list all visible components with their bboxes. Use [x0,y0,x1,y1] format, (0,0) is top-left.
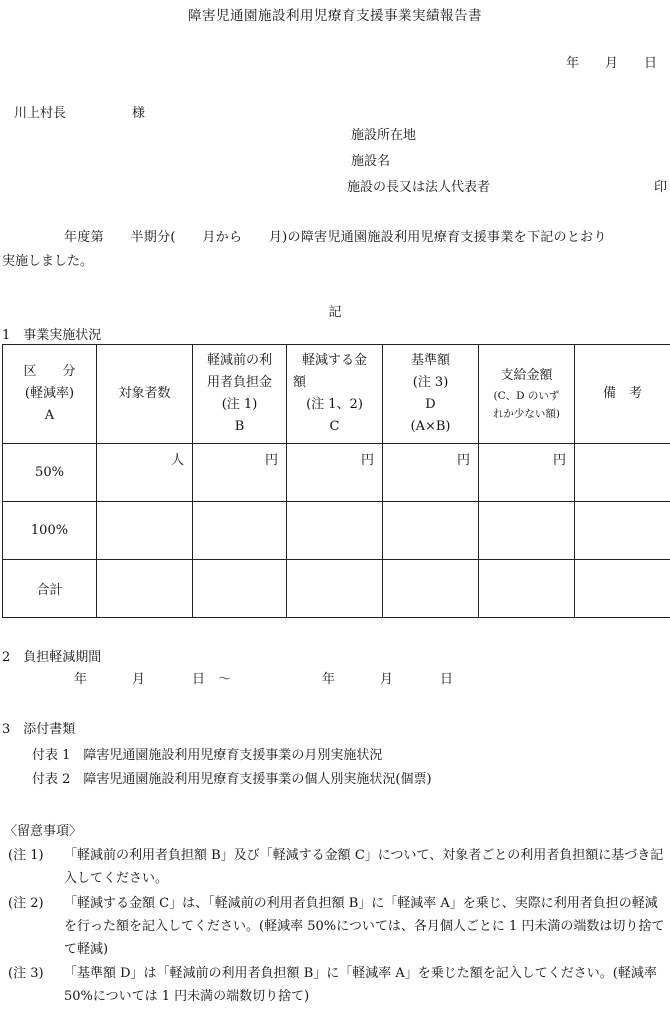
representative-label: 施設の長又は法人代表者 [347,180,491,195]
facility-name-label: 施設名 [351,154,391,169]
body-text-line-2: 実施しました。 [2,254,94,269]
header-base-amount: 基準額 (注 3) D (A×B) [383,345,479,444]
note-text: 「軽減前の利用者負担額 B」及び「軽減する金額 C」について、対象者ごとの利用者負担額に基づき記入してください。 [64,848,664,886]
cell-base[interactable] [383,502,479,560]
table-row [3,502,670,560]
note-item [8,844,668,890]
table-header-row [3,345,670,444]
note-text: 「基準額 D」は「軽減前の利用者負担額 B」に「軽減率 A」を乗じた額を記入してください。(軽減率 50%については 1 円未満の端数切り捨て) [64,966,657,1004]
addressee: 川上村長 [14,106,67,121]
note-label: (注 3) [8,966,44,981]
date-line: 年 月 日 [566,56,658,71]
section-3-heading: 3 添付書類 [2,722,76,737]
row-label: 50% [3,444,97,502]
note-label: (注 1) [8,848,44,863]
header-category: 区 分 (軽減率) A [3,345,97,444]
cell-payment[interactable] [479,560,575,618]
attachment-item: 付表 1 障害児通園施設利用児療育支援事業の月別実施状況 [32,748,383,763]
cell-remarks[interactable] [575,560,670,618]
period-day-from: 日 [192,672,206,687]
honorific: 様 [132,106,146,121]
cell-pre-burden[interactable] [193,502,287,560]
note-text: 「軽減する金額 C」は、「軽減前の利用者負担額 B」に「軽減率 A」を乗じ、実際に利用者負担の軽減を行った額を記入してください。(軽減率 50%については、各月個人ごとに 1 円未満の端数は切り捨てて軽減) [64,896,665,957]
cell-reduction[interactable] [287,502,383,560]
cell-recipients[interactable] [97,502,193,560]
document-title: 障害児通園施設利用児療育支援事業実績報告書 [188,8,482,24]
period-year-from: 年 [74,672,88,687]
period-tilde: ～ [218,672,232,687]
cell-remarks[interactable] [575,444,670,502]
header-remarks: 備 考 [575,345,670,444]
row-label: 100% [3,502,97,560]
cell-reduction[interactable] [287,560,383,618]
section-2-heading: 2 負担軽減期間 [2,650,102,665]
seal-mark: 印 [654,180,668,195]
cell-payment[interactable]: 円 [479,444,575,502]
cell-base[interactable]: 円 [383,444,479,502]
period-month-to: 月 [380,672,394,687]
period-day-to: 日 [440,672,454,687]
attachment-item: 付表 2 障害児通園施設利用児療育支援事業の個人別実施状況(個票) [32,772,432,787]
table-row [3,560,670,618]
section-1-heading: 1 事業実施状況 [2,328,102,343]
table-row [3,444,670,502]
cell-recipients[interactable]: 人 [97,444,193,502]
facility-address-label: 施設所在地 [351,128,417,143]
period-year-to: 年 [322,672,336,687]
row-label: 合計 [3,560,97,618]
notes-heading: 〈留意事項〉 [4,824,83,839]
header-pre-reduction-burden: 軽減前の利 用者負担金 (注 1) B [193,345,287,444]
reduction-period [74,668,474,688]
cell-remarks[interactable] [575,502,670,560]
body-text-line-1: 年度第 半期分( 月から 月)の障害児通園施設利用児療育支援事業を下記のとおり [64,230,607,245]
cell-payment[interactable] [479,502,575,560]
cell-pre-burden[interactable] [193,560,287,618]
note-item [8,962,668,1008]
cell-base[interactable] [383,560,479,618]
ki-heading: 記 [328,305,342,320]
cell-pre-burden[interactable]: 円 [193,444,287,502]
header-reduction-amount: 軽減する金 額 (注 1、2) C [287,345,383,444]
header-payment-amount: 支給金額 (C、D のいず れか少ない額) [479,345,575,444]
cell-reduction[interactable]: 円 [287,444,383,502]
period-month-from: 月 [132,672,146,687]
implementation-table [2,344,670,618]
note-label: (注 2) [8,896,44,911]
cell-recipients[interactable] [97,560,193,618]
note-item [8,892,668,961]
header-recipients: 対象者数 [97,345,193,444]
